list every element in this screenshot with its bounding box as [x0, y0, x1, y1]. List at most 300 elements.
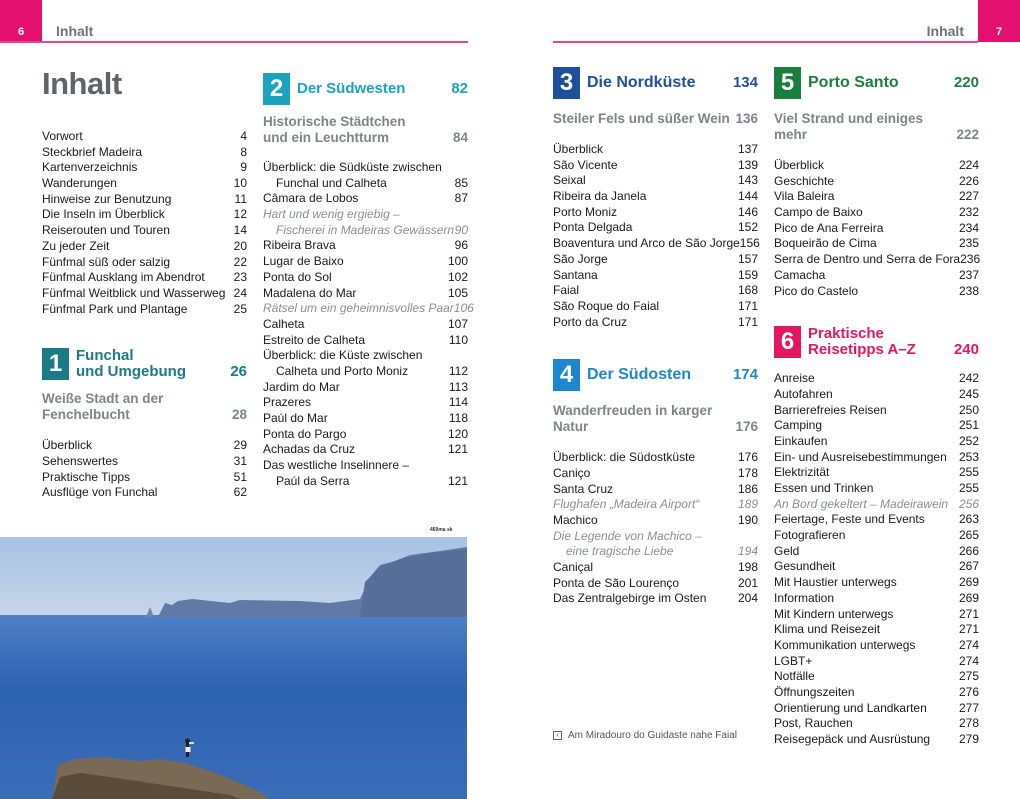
- subtitle-page: 222: [956, 127, 979, 142]
- entry-page: 11: [234, 191, 247, 206]
- photo-coastline: [0, 537, 467, 799]
- entry-label: Santana: [553, 267, 598, 282]
- entry-page: 62: [233, 485, 247, 500]
- toc-entry[interactable]: [774, 371, 979, 387]
- entry-page: 112: [448, 363, 468, 378]
- toc-entry[interactable]: [42, 286, 247, 302]
- chapter-5-heading[interactable]: [774, 66, 979, 100]
- chapter-4-heading[interactable]: [553, 358, 758, 392]
- running-title: Inhalt: [56, 23, 94, 39]
- entry-label: Boaventura und Arco de São Jorge: [553, 236, 740, 251]
- chapter-number-badge: 5: [774, 67, 801, 99]
- toc-entry[interactable]: [263, 333, 468, 349]
- subtitle-text: Weiße Stadt an der Fenchelbucht: [42, 391, 164, 423]
- entry-page: 156: [739, 236, 760, 251]
- toc-column-3: [553, 66, 758, 607]
- entry-page: 189: [737, 497, 758, 512]
- entry-label: Ponta de São Lourenço: [553, 575, 680, 590]
- chapter-1-heading[interactable]: [42, 347, 247, 381]
- toc-entry[interactable]: [42, 223, 247, 239]
- entry-label: Ribeira Brava: [263, 238, 336, 253]
- toc-entry[interactable]: [263, 270, 468, 286]
- toc-entry[interactable]: [774, 174, 979, 190]
- page-title: Inhalt: [42, 66, 122, 101]
- entry-label: Camping: [774, 418, 823, 433]
- toc-entry[interactable]: [774, 669, 979, 685]
- entry-page: 252: [958, 433, 979, 448]
- toc-entry[interactable]: [553, 560, 758, 576]
- entry-label: Caniço: [553, 465, 591, 480]
- entry-label: Überblick: die Südostküste: [553, 450, 696, 465]
- entry-label: Jardim do Mar: [263, 379, 340, 394]
- toc-entry[interactable]: [553, 544, 758, 560]
- entry-page: 186: [737, 481, 758, 496]
- toc-entry[interactable]: [263, 317, 468, 333]
- toc-entry[interactable]: [774, 481, 979, 497]
- toc-entry[interactable]: [774, 559, 979, 575]
- right-page: [540, 0, 1020, 799]
- entry-page: 168: [737, 283, 758, 298]
- entry-label: Anreise: [774, 371, 815, 386]
- entry-label: Autofahren: [774, 386, 833, 401]
- chapter-subtitle[interactable]: [774, 111, 979, 143]
- entry-page: 269: [958, 575, 979, 590]
- chapter-subtitle[interactable]: [553, 111, 758, 127]
- toc-entry[interactable]: [774, 158, 979, 174]
- toc-entry[interactable]: [263, 191, 468, 207]
- entry-page: 171: [737, 314, 758, 329]
- chapter-page: 240: [953, 341, 979, 359]
- toc-entry[interactable]: [774, 418, 979, 434]
- chapter-2-heading[interactable]: [263, 72, 468, 106]
- header-rule: [0, 41, 468, 43]
- entry-page: 190: [737, 513, 758, 527]
- toc-entry[interactable]: [774, 622, 979, 638]
- entry-page: 143: [737, 173, 758, 188]
- entry-label: Information: [774, 590, 835, 605]
- entry-label: Vila Baleira: [774, 189, 835, 204]
- toc-entry[interactable]: [263, 238, 468, 254]
- entry-page: 137: [737, 142, 758, 156]
- chapter-number-badge: 1: [42, 348, 69, 380]
- entry-label: Reiserouten und Touren: [42, 223, 170, 238]
- toc-column-1: [42, 66, 247, 501]
- entry-label: Kartenverzeichnis: [42, 160, 138, 175]
- entry-label: Camacha: [774, 267, 826, 282]
- entry-page: 102: [447, 269, 468, 284]
- entry-label: Notfälle: [774, 669, 815, 684]
- entry-page: 118: [448, 411, 468, 425]
- subtitle-text: Steiler Fels und süßer Wein: [553, 111, 730, 126]
- entry-label: Fünfmal Ausklang im Abendrot: [42, 270, 205, 285]
- entry-label: Fünfmal Park und Plantage: [42, 301, 188, 316]
- page-number-tab: [978, 0, 1020, 42]
- entry-page: 224: [958, 158, 979, 172]
- toc-entry[interactable]: [42, 207, 247, 223]
- toc-entry[interactable]: [263, 348, 468, 364]
- entry-label: Klima und Reisezeit: [774, 622, 881, 637]
- entry-label: Serra de Dentro und Serra de Fora: [774, 252, 961, 267]
- toc-entry[interactable]: [42, 160, 247, 176]
- entry-label: Überblick: die Südküste zwischen: [263, 160, 442, 174]
- entry-page: 274: [958, 637, 979, 652]
- chapter-title: [808, 326, 954, 358]
- entry-page: 279: [958, 732, 979, 746]
- entry-label: Überblick: [42, 438, 93, 453]
- entry-label: Orientierung und Landkarten: [774, 700, 927, 715]
- entry-page: 255: [958, 481, 979, 495]
- header-rule: [553, 41, 978, 43]
- entry-page: 274: [958, 653, 979, 668]
- chapter-4-block: [553, 358, 758, 607]
- entry-label: Prazeres: [263, 395, 312, 410]
- chapter-6-entries: [774, 371, 979, 748]
- entry-label: Porto da Cruz: [553, 314, 628, 329]
- toc-entry[interactable]: [263, 254, 468, 270]
- entry-page: 29: [233, 438, 247, 453]
- entry-label: Câmara de Lobos: [263, 191, 359, 206]
- toc-entry[interactable]: [263, 364, 468, 380]
- toc-entry[interactable]: [553, 466, 758, 482]
- entry-page: 51: [233, 469, 247, 484]
- entry-label: Reisegepäck und Ausrüstung: [774, 732, 931, 746]
- entry-page: 266: [958, 543, 979, 558]
- toc-entry[interactable]: [42, 270, 247, 286]
- subtitle-line: Historische Städtchen: [263, 114, 406, 129]
- entry-label: Lugar de Baixo: [263, 254, 344, 269]
- toc-entry[interactable]: [774, 638, 979, 654]
- photo-caption: [553, 730, 737, 741]
- toc-entry[interactable]: [774, 403, 979, 419]
- chapter-title-line: Praktische: [808, 325, 884, 343]
- toc-entry[interactable]: [553, 315, 758, 331]
- arrow-left-icon: ‹: [553, 731, 562, 740]
- entry-page: 256: [958, 496, 979, 511]
- chapter-1-block: [42, 347, 247, 501]
- entry-page: 269: [958, 590, 979, 605]
- toc-entry[interactable]: [263, 427, 468, 443]
- toc-entry[interactable]: [774, 685, 979, 701]
- entry-page: 255: [958, 465, 979, 480]
- coast-photo-illustration: [0, 537, 467, 799]
- entry-label: Vorwort: [42, 129, 83, 143]
- entry-page: 144: [737, 189, 758, 204]
- entry-label: Elektrizität: [774, 465, 830, 480]
- toc-entry[interactable]: [774, 497, 979, 513]
- toc-entry[interactable]: [553, 158, 758, 174]
- entry-label: Flughafen „Madeira Airport“: [553, 497, 700, 512]
- chapter-number-badge: 6: [774, 326, 801, 358]
- toc-entry[interactable]: [774, 465, 979, 481]
- toc-entry[interactable]: [42, 239, 247, 255]
- toc-entry[interactable]: [553, 252, 758, 268]
- toc-entry[interactable]: [263, 442, 468, 458]
- entry-page: 275: [958, 669, 979, 684]
- entry-label: Einkaufen: [774, 433, 828, 448]
- chapter-3-entries: [553, 142, 758, 330]
- entry-page: 242: [958, 371, 979, 386]
- page-number-tab: [0, 0, 42, 42]
- entry-page: 194: [737, 544, 758, 559]
- entry-page: 121: [447, 473, 468, 488]
- entry-label: Sehenswertes: [42, 453, 119, 468]
- toc-entry[interactable]: [774, 654, 979, 670]
- entry-page: 236: [960, 252, 981, 267]
- subtitle-text: [263, 114, 406, 146]
- entry-page: 267: [958, 559, 979, 574]
- chapter-page: 82: [451, 80, 468, 97]
- toc-entry[interactable]: [553, 529, 758, 545]
- toc-entry[interactable]: [553, 268, 758, 284]
- entry-label: Geschichte: [774, 173, 835, 188]
- chapter-number-badge: 4: [553, 359, 580, 391]
- toc-entry[interactable]: [553, 205, 758, 221]
- chapter-subtitle[interactable]: [42, 391, 247, 423]
- left-page: [0, 0, 480, 799]
- toc-entry[interactable]: [774, 434, 979, 450]
- entry-label: Fotografieren: [774, 528, 846, 543]
- toc-entry[interactable]: [553, 497, 758, 513]
- chapter-subtitle[interactable]: [553, 403, 758, 435]
- toc-entry[interactable]: [42, 302, 247, 318]
- chapter-subtitle[interactable]: [263, 114, 468, 146]
- front-matter-list: [42, 129, 247, 317]
- entry-label: Essen und Trinken: [774, 481, 874, 495]
- toc-entry[interactable]: [263, 176, 468, 192]
- toc-entry[interactable]: [774, 607, 979, 623]
- chapter-4-entries: [553, 450, 758, 607]
- toc-entry[interactable]: [263, 411, 468, 427]
- entry-page: 276: [958, 684, 979, 699]
- chapter-1-entries: [42, 438, 247, 501]
- entry-page: 226: [958, 173, 979, 188]
- toc-entry[interactable]: [553, 189, 758, 205]
- toc-entry[interactable]: [263, 395, 468, 411]
- entry-label: eine tragische Liebe: [566, 544, 674, 559]
- entry-page: 250: [958, 402, 979, 417]
- entry-page: 139: [737, 157, 758, 172]
- toc-entry[interactable]: [774, 732, 979, 748]
- entry-label: Ausflüge von Funchal: [42, 485, 158, 500]
- toc-entry[interactable]: [553, 283, 758, 299]
- entry-label: Mit Haustier unterwegs: [774, 575, 897, 590]
- entry-page: 20: [233, 238, 247, 253]
- entry-label: Pico do Castelo: [774, 283, 859, 298]
- toc-entry[interactable]: [263, 458, 468, 474]
- toc-entry[interactable]: [263, 474, 468, 490]
- toc-entry[interactable]: [774, 716, 979, 732]
- entry-page: 227: [958, 189, 979, 204]
- entry-label: Calheta und Porto Moniz: [276, 363, 409, 378]
- entry-label: Funchal und Calheta: [276, 175, 387, 190]
- entry-label: Öffnungszeiten: [774, 684, 855, 699]
- toc-entry[interactable]: [774, 450, 979, 466]
- entry-page: 235: [958, 236, 979, 251]
- toc-entry[interactable]: [774, 387, 979, 403]
- toc-entry[interactable]: [774, 236, 979, 252]
- subtitle-page: 136: [735, 111, 758, 126]
- toc-entry[interactable]: [774, 205, 979, 221]
- entry-page: 12: [233, 207, 247, 222]
- toc-entry[interactable]: [42, 255, 247, 271]
- toc-entry[interactable]: [774, 575, 979, 591]
- entry-label: Caniçal: [553, 560, 594, 575]
- entry-label: Ponta do Pargo: [263, 426, 347, 441]
- entry-label: Steckbrief Madeira: [42, 144, 143, 159]
- subtitle-page: 176: [735, 419, 758, 435]
- toc-entry[interactable]: [42, 454, 247, 470]
- entry-label: Paúl da Serra: [276, 473, 350, 488]
- toc-entry[interactable]: [774, 284, 979, 300]
- toc-entry[interactable]: [774, 544, 979, 560]
- entry-page: 106: [453, 301, 474, 316]
- entry-page: 31: [233, 453, 247, 468]
- toc-entry[interactable]: [553, 236, 758, 252]
- toc-entry[interactable]: [553, 173, 758, 189]
- entry-page: 8: [240, 144, 247, 159]
- entry-label: Überblick: [774, 158, 825, 172]
- toc-entry[interactable]: [774, 528, 979, 544]
- toc-entry[interactable]: [42, 129, 247, 145]
- chapter-title: Der Südosten: [587, 366, 692, 384]
- entry-label: Zu jeder Zeit: [42, 238, 110, 253]
- entry-page: 24: [233, 285, 247, 300]
- entry-label: Feiertage, Feste und Events: [774, 512, 925, 527]
- toc-entry[interactable]: [553, 591, 758, 607]
- chapter-6-block: [774, 325, 979, 748]
- entry-page: 157: [737, 251, 758, 266]
- entry-label: An Bord gekeltert – Madeirawein: [774, 496, 949, 511]
- entry-page: 22: [233, 254, 247, 269]
- entry-page: 9: [240, 160, 247, 175]
- entry-label: Boqueirão de Cima: [774, 236, 877, 251]
- entry-label: Ein- und Ausreisebestimmungen: [774, 449, 947, 464]
- entry-page: 85: [454, 175, 468, 190]
- entry-label: Paúl do Mar: [263, 411, 328, 425]
- entry-page: 4: [240, 129, 247, 143]
- toc-entry[interactable]: [553, 482, 758, 498]
- entry-page: 251: [958, 418, 979, 433]
- entry-label: Estreito de Calheta: [263, 332, 366, 347]
- entry-page: 234: [958, 220, 979, 235]
- toc-entry[interactable]: [553, 576, 758, 592]
- toc-entry[interactable]: [774, 591, 979, 607]
- toc-entry[interactable]: [263, 223, 468, 239]
- toc-entry[interactable]: [263, 286, 468, 302]
- toc-entry[interactable]: [774, 252, 979, 268]
- entry-label: Barrierefreies Reisen: [774, 402, 887, 417]
- chapter-5-entries: [774, 158, 979, 299]
- toc-entry[interactable]: [774, 221, 979, 237]
- toc-entry[interactable]: [42, 176, 247, 192]
- chapter-page: 134: [732, 74, 758, 91]
- entry-page: 176: [737, 450, 758, 465]
- entry-page: 121: [447, 442, 468, 457]
- entry-page: 237: [958, 267, 979, 282]
- entry-label: Calheta: [263, 316, 305, 331]
- entry-label: São Jorge: [553, 251, 608, 266]
- entry-page: 263: [958, 512, 979, 527]
- entry-page: 114: [448, 395, 468, 410]
- entry-page: 87: [454, 191, 468, 206]
- toc-entry[interactable]: [553, 513, 758, 529]
- toc-entry[interactable]: [774, 189, 979, 205]
- toc-entry[interactable]: [553, 220, 758, 236]
- entry-label: Gesundheit: [774, 559, 836, 574]
- chapter-number-badge: 2: [263, 73, 290, 105]
- entry-label: Die Legende von Machico –: [553, 528, 702, 543]
- toc-entry[interactable]: [774, 512, 979, 528]
- toc-entry[interactable]: [553, 142, 758, 158]
- chapter-title-line: Reisetipps A–Z: [808, 341, 916, 359]
- entry-label: Ribeira da Janela: [553, 189, 647, 204]
- chapter-page: 174: [732, 366, 758, 384]
- toc-entry[interactable]: [42, 192, 247, 208]
- entry-label: Geld: [774, 543, 800, 558]
- chapter-2-entries: [263, 160, 474, 489]
- toc-entry[interactable]: [774, 268, 979, 284]
- entry-label: Fünfmal süß oder salzig: [42, 254, 171, 269]
- entry-label: Campo de Baixo: [774, 205, 863, 220]
- chapter-title-line: und Umgebung: [76, 363, 186, 381]
- entry-label: Überblick: [553, 142, 604, 156]
- entry-label: Ponta Delgada: [553, 220, 633, 235]
- toc-entry[interactable]: [774, 701, 979, 717]
- entry-label: Post, Rauchen: [774, 716, 853, 731]
- entry-page: 171: [737, 298, 758, 313]
- toc-entry[interactable]: [42, 470, 247, 486]
- entry-page: 152: [737, 220, 758, 235]
- entry-label: Faial: [553, 283, 580, 298]
- toc-entry[interactable]: [553, 299, 758, 315]
- entry-page: 201: [737, 575, 758, 590]
- toc-entry[interactable]: [263, 207, 468, 223]
- toc-entry[interactable]: [42, 145, 247, 161]
- entry-page: 232: [958, 205, 979, 220]
- entry-page: 245: [958, 386, 979, 401]
- entry-page: 277: [958, 700, 979, 715]
- chapter-3-heading[interactable]: [553, 66, 758, 100]
- entry-label: Überblick: die Küste zwischen: [263, 348, 423, 363]
- entry-page: 105: [447, 285, 468, 300]
- toc-entry[interactable]: [263, 160, 468, 176]
- entry-page: 278: [958, 716, 979, 731]
- entry-label: Fünfmal Weitblick und Wasserweg: [42, 285, 226, 300]
- chapter-title: Der Südwesten: [297, 80, 406, 97]
- toc-entry[interactable]: [42, 485, 247, 501]
- entry-label: Ponta do Sol: [263, 269, 332, 284]
- toc-entry[interactable]: [263, 380, 468, 396]
- entry-page: 146: [737, 204, 758, 219]
- entry-page: 107: [447, 316, 468, 331]
- chapter-title: Porto Santo: [808, 74, 899, 91]
- entry-page: 96: [454, 238, 468, 253]
- entry-label: Mit Kindern unterwegs: [774, 606, 894, 621]
- toc-entry[interactable]: [42, 438, 247, 454]
- entry-label: Kommunikation unterwegs: [774, 637, 916, 652]
- toc-entry[interactable]: [263, 301, 474, 317]
- entry-page: 271: [958, 622, 979, 637]
- chapter-number-badge: 3: [553, 67, 580, 99]
- entry-label: Die Inseln im Überblick: [42, 207, 165, 222]
- chapter-6-heading[interactable]: [774, 325, 979, 359]
- entry-label: Wanderungen: [42, 176, 117, 191]
- subtitle-text: Viel Strand und einiges mehr: [774, 111, 924, 142]
- entry-label: Das westliche Inselinnere –: [263, 458, 410, 473]
- toc-entry[interactable]: [553, 450, 758, 466]
- entry-label: São Vicente: [553, 157, 618, 172]
- entry-label: Das Zentralgebirge im Osten: [553, 591, 707, 606]
